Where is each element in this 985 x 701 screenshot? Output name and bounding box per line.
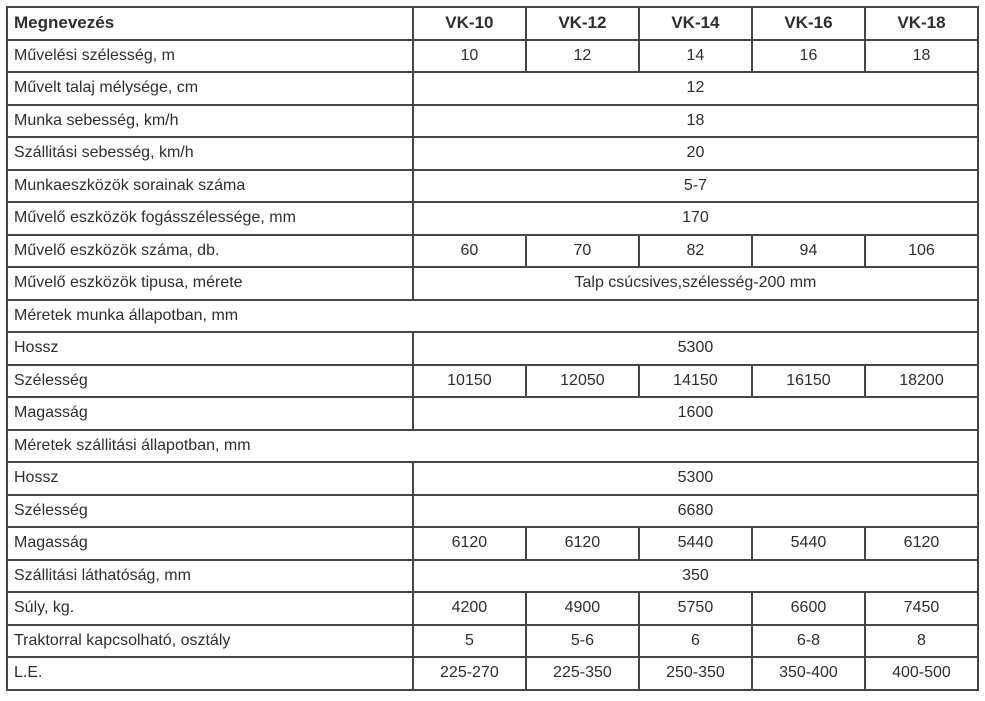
- value-cell: 6120: [526, 527, 639, 560]
- value-cell-merged: 5300: [413, 332, 978, 365]
- value-cell: 14: [639, 40, 752, 73]
- value-cell: 225-270: [413, 657, 526, 690]
- row-label-cell: Hossz: [7, 462, 413, 495]
- header-cell-megnevezes: Megnevezés: [7, 7, 413, 40]
- value-cell: 82: [639, 235, 752, 268]
- value-cell: 6120: [865, 527, 978, 560]
- table-row: [7, 235, 978, 268]
- section-row-label: Méretek munka állapotban, mm: [7, 300, 978, 333]
- table-row: [7, 560, 978, 593]
- value-cell-merged: 170: [413, 202, 978, 235]
- spec-table: [6, 6, 979, 691]
- value-cell: 70: [526, 235, 639, 268]
- value-cell: 250-350: [639, 657, 752, 690]
- table-row: [7, 527, 978, 560]
- table-row: [7, 267, 978, 300]
- value-cell-merged: 350: [413, 560, 978, 593]
- value-cell: 6120: [413, 527, 526, 560]
- table-row: [7, 397, 978, 430]
- row-label-cell: L.E.: [7, 657, 413, 690]
- row-label-cell: Munka sebesség, km/h: [7, 105, 413, 138]
- section-row-label: Méretek szállitási állapotban, mm: [7, 430, 978, 463]
- table-row: [7, 657, 978, 690]
- row-label-cell: Művelő eszközök fogásszélessége, mm: [7, 202, 413, 235]
- table-row: [7, 105, 978, 138]
- table-row: [7, 625, 978, 658]
- value-cell-merged: 6680: [413, 495, 978, 528]
- value-cell: 7450: [865, 592, 978, 625]
- value-cell-merged: 1600: [413, 397, 978, 430]
- value-cell: 60: [413, 235, 526, 268]
- value-cell: 14150: [639, 365, 752, 398]
- value-cell: 18200: [865, 365, 978, 398]
- spec-table-container: [6, 6, 979, 691]
- value-cell: 6: [639, 625, 752, 658]
- table-row: [7, 365, 978, 398]
- section-row: [7, 430, 978, 463]
- value-cell: 5750: [639, 592, 752, 625]
- value-cell: 94: [752, 235, 865, 268]
- value-cell: 5440: [639, 527, 752, 560]
- value-cell: 16150: [752, 365, 865, 398]
- value-cell: 10150: [413, 365, 526, 398]
- table-row: [7, 495, 978, 528]
- table-body: [7, 40, 978, 690]
- value-cell: 5: [413, 625, 526, 658]
- value-cell: 6-8: [752, 625, 865, 658]
- value-cell: 6600: [752, 592, 865, 625]
- value-cell-merged: 12: [413, 72, 978, 105]
- table-row: [7, 592, 978, 625]
- table-row: [7, 332, 978, 365]
- value-cell: 4900: [526, 592, 639, 625]
- value-cell: 225-350: [526, 657, 639, 690]
- header-cell-vk-14: VK-14: [639, 7, 752, 40]
- row-label-cell: Művelési szélesség, m: [7, 40, 413, 73]
- row-label-cell: Magasság: [7, 527, 413, 560]
- row-label-cell: Munkaeszközök sorainak száma: [7, 170, 413, 203]
- value-cell-merged: 18: [413, 105, 978, 138]
- row-label-cell: Művelő eszközök tipusa, mérete: [7, 267, 413, 300]
- row-label-cell: Szélesség: [7, 495, 413, 528]
- header-row: [7, 7, 978, 40]
- row-label-cell: Magasság: [7, 397, 413, 430]
- header-cell-vk-18: VK-18: [865, 7, 978, 40]
- value-cell-merged: 20: [413, 137, 978, 170]
- value-cell: 10: [413, 40, 526, 73]
- value-cell-merged: 5300: [413, 462, 978, 495]
- section-row: [7, 300, 978, 333]
- table-row: [7, 72, 978, 105]
- row-label-cell: Szélesség: [7, 365, 413, 398]
- header-cell-vk-10: VK-10: [413, 7, 526, 40]
- table-header: [7, 7, 978, 40]
- row-label-cell: Művelő eszközök száma, db.: [7, 235, 413, 268]
- table-row: [7, 462, 978, 495]
- row-label-cell: Szállitási láthatóság, mm: [7, 560, 413, 593]
- row-label-cell: Traktorral kapcsolható, osztály: [7, 625, 413, 658]
- value-cell: 18: [865, 40, 978, 73]
- table-row: [7, 137, 978, 170]
- header-cell-vk-12: VK-12: [526, 7, 639, 40]
- table-row: [7, 170, 978, 203]
- value-cell: 4200: [413, 592, 526, 625]
- value-cell-merged: 5-7: [413, 170, 978, 203]
- value-cell: 8: [865, 625, 978, 658]
- row-label-cell: Művelt talaj mélysége, cm: [7, 72, 413, 105]
- row-label-cell: Hossz: [7, 332, 413, 365]
- value-cell: 12050: [526, 365, 639, 398]
- value-cell: 5-6: [526, 625, 639, 658]
- value-cell: 5440: [752, 527, 865, 560]
- value-cell: 400-500: [865, 657, 978, 690]
- value-cell: 350-400: [752, 657, 865, 690]
- table-row: [7, 40, 978, 73]
- table-row: [7, 202, 978, 235]
- value-cell-merged: Talp csúcsives,szélesség-200 mm: [413, 267, 978, 300]
- value-cell: 12: [526, 40, 639, 73]
- row-label-cell: Súly, kg.: [7, 592, 413, 625]
- value-cell: 106: [865, 235, 978, 268]
- row-label-cell: Szállitási sebesség, km/h: [7, 137, 413, 170]
- header-cell-vk-16: VK-16: [752, 7, 865, 40]
- value-cell: 16: [752, 40, 865, 73]
